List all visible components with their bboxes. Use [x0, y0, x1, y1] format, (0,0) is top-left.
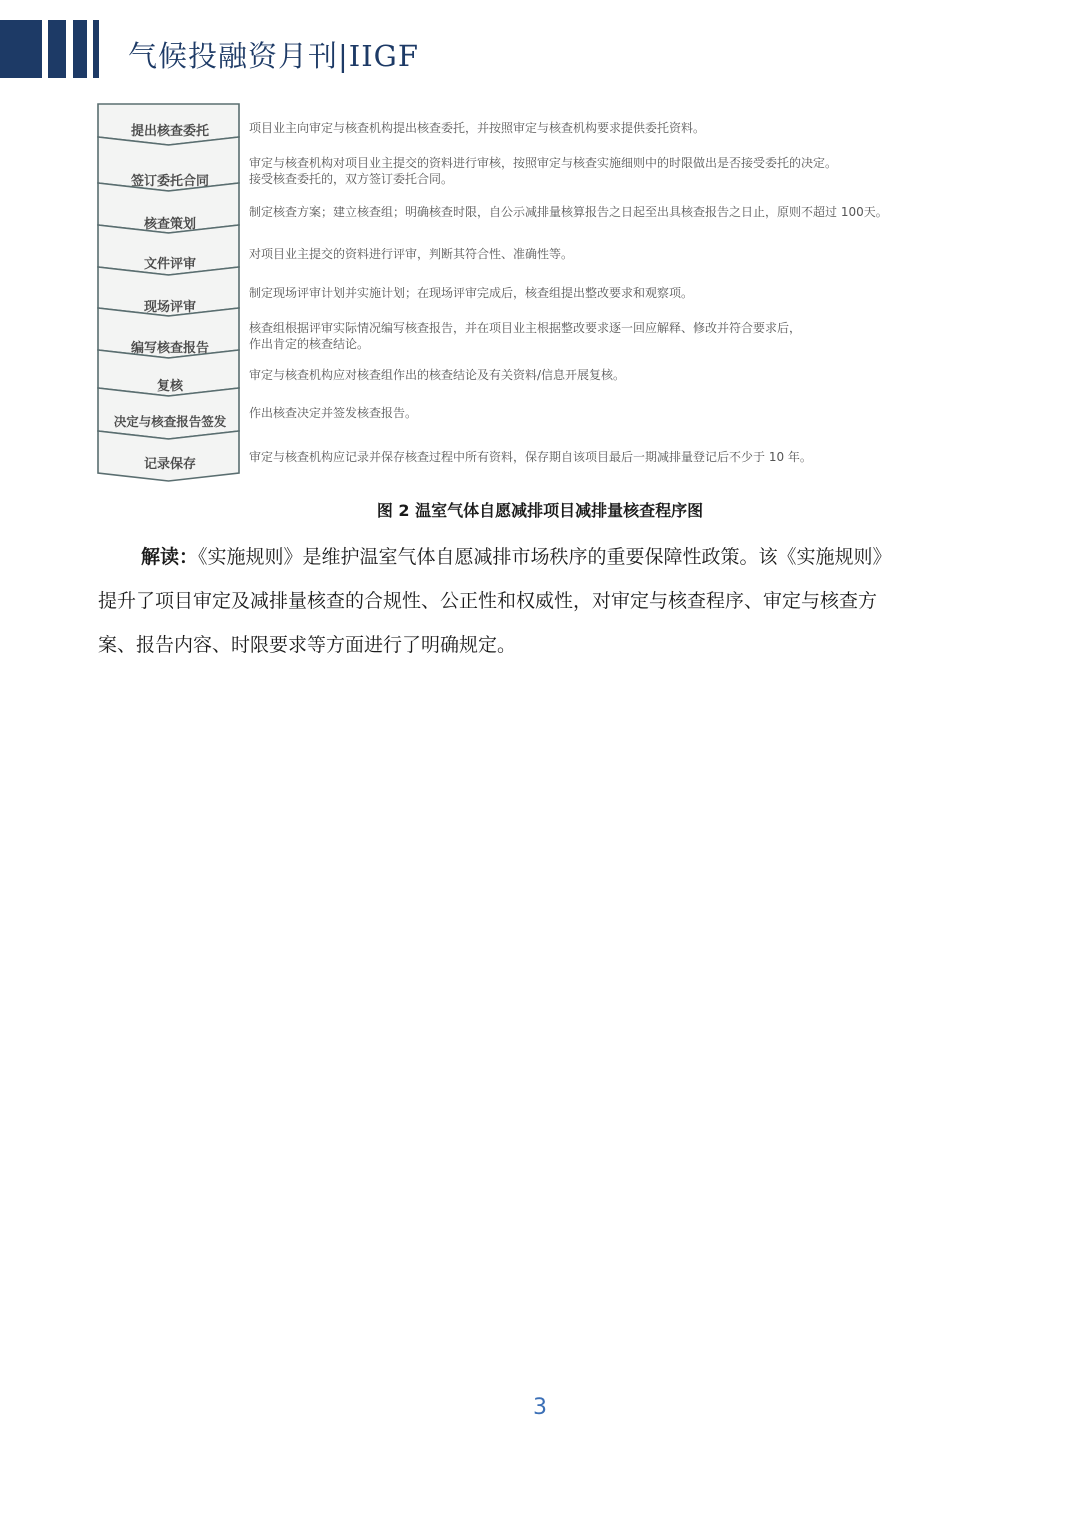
step-desc-line: 制定核查方案；建立核查组；明确核查时限，自公示减排量核算报告之日起至出具核查报告之日止，原则不超过 100天。 — [249, 205, 888, 219]
header-bar-4 — [93, 20, 99, 78]
step-label-9: 记录保存 — [143, 457, 196, 472]
step-desc-line: 作出肯定的核查结论。 — [249, 337, 370, 351]
step-desc-8 — [249, 405, 969, 421]
step-desc-line: 审定与核查机构应对核查组作出的核查结论及有关资料/信息开展复核。 — [249, 368, 626, 382]
step-desc-9 — [249, 449, 969, 465]
paragraph-lead: 解读： — [141, 546, 199, 568]
step-desc-line: 审定与核查机构应记录并保存核查过程中所有资料，保存期自该项目最后一期减排量登记后不少于 10 年。 — [249, 450, 812, 464]
step-desc-line: 审定与核查机构对项目业主提交的资料进行审核，按照审定与核查实施细则中的时限做出是否接受委托的决定。 — [249, 156, 838, 170]
step-desc-line: 项目业主向审定与核查机构提出核查委托，并按照审定与核查机构要求提供委托资料。 — [249, 121, 706, 135]
figure-caption: 图 2 温室气体自愿减排项目减排量核查程序图 — [376, 501, 704, 520]
paragraph-line-2: 提升了项目审定及减排量核查的合规性、公正性和权威性，对审定与核查程序、审定与核查方 — [98, 590, 878, 612]
step-desc-3 — [249, 204, 969, 220]
verification-flowchart — [96, 103, 976, 488]
step-label-1: 提出核查委托 — [130, 124, 209, 139]
header-bar-2 — [48, 20, 66, 78]
page-number: 3 — [533, 1395, 547, 1420]
step-label-6: 编写核查报告 — [130, 341, 209, 356]
paragraph-line-1 — [98, 535, 988, 579]
interpretation-paragraph — [98, 535, 988, 667]
step-desc-5 — [249, 285, 969, 301]
step-desc-6 — [249, 320, 969, 352]
step-desc-1 — [249, 120, 969, 136]
step-label-5: 现场评审 — [143, 300, 196, 315]
step-label-4: 文件评审 — [143, 257, 196, 272]
header-bar-3 — [73, 20, 87, 78]
paragraph-text: 《实施规则》是维护温室气体自愿减排市场秩序的重要保障性政策。该《实施规则》 — [198, 546, 892, 568]
header-title: 气候投融资月刊|IIGF — [128, 39, 419, 73]
step-desc-line: 接受核查委托的，双方签订委托合同。 — [249, 172, 454, 186]
step-label-3: 核查策划 — [143, 217, 196, 232]
step-desc-7 — [249, 367, 969, 383]
step-label-2: 签订委托合同 — [130, 174, 209, 189]
step-label-7: 复核 — [156, 379, 183, 394]
step-label-8: 决定与核查报告签发 — [113, 414, 227, 429]
paragraph-line-3: 案、报告内容、时限要求等方面进行了明确规定。 — [98, 634, 517, 656]
step-desc-line: 作出核查决定并签发核查报告。 — [249, 406, 418, 420]
step-desc-2 — [249, 155, 969, 187]
step-desc-4 — [249, 246, 969, 262]
step-desc-line: 核查组根据评审实际情况编写核查报告，并在项目业主根据整改要求逐一回应解释、修改并符合要求后， — [249, 321, 802, 335]
step-desc-line: 对项目业主提交的资料进行评审，判断其符合性、准确性等。 — [249, 247, 574, 261]
step-desc-line: 制定现场评审计划并实施计划；在现场评审完成后，核查组提出整改要求和观察项。 — [249, 286, 694, 300]
header-bar-1 — [0, 20, 42, 78]
